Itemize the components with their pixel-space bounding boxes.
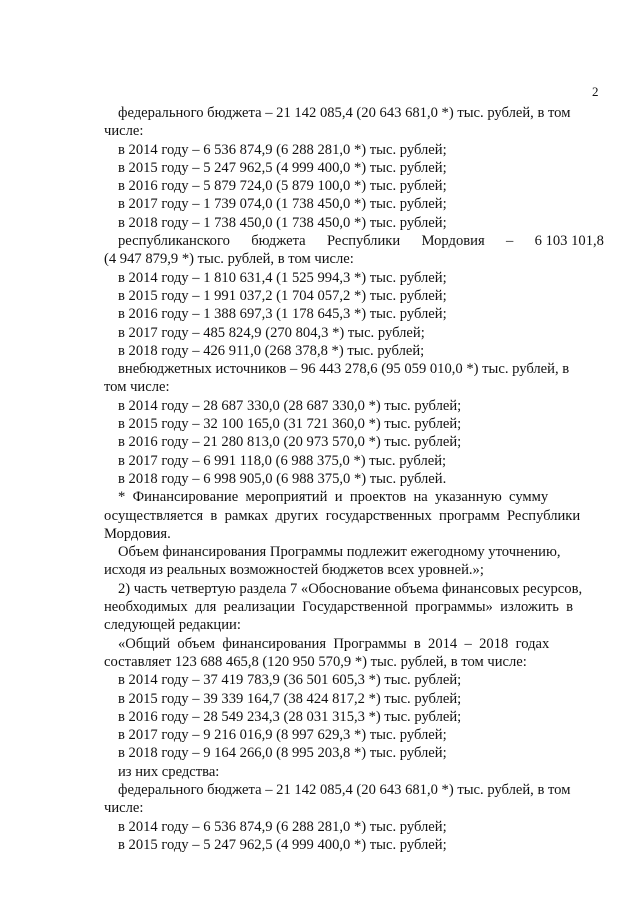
text-line: в 2015 году – 32 100 165,0 (31 721 360,0 *) тыс. рублей; — [118, 416, 462, 433]
text-line: в 2014 году – 6 536 874,9 (6 288 281,0 *) тыс. рублей; — [118, 141, 447, 158]
text-line: в 2016 году – 21 280 813,0 (20 973 570,0 *) тыс. рублей; — [118, 434, 462, 451]
word: – — [506, 233, 514, 250]
text-line: «Общий объем финансирования Программы в 2014 – 2018 годах — [118, 635, 550, 652]
word: республиканского — [118, 233, 230, 250]
text-line: в 2015 году – 5 247 962,5 (4 999 400,0 *) тыс. рублей; — [118, 836, 447, 853]
text-line: в 2016 году – 1 388 697,3 (1 178 645,3 *) тыс. рублей; — [118, 306, 447, 323]
word: Республики — [326, 233, 401, 250]
text-line: в 2017 году – 9 216 016,9 (8 997 629,3 *) тыс. рублей; — [118, 727, 447, 744]
text-line: Мордовия. — [104, 525, 171, 542]
text-line: * Финансирование мероприятий и проектов на указанную сумму — [118, 489, 549, 506]
text-line: в 2017 году – 1 739 074,0 (1 738 450,0 *) тыс. рублей; — [118, 196, 447, 213]
text-line: в 2017 году – 485 824,9 (270 804,3 *) тыс. рублей; — [118, 324, 425, 341]
text-line: в 2018 году – 1 738 450,0 (1 738 450,0 *) тыс. рублей; — [118, 214, 447, 231]
word: бюджета — [251, 233, 306, 250]
page-number: 2 — [592, 84, 599, 99]
text-line: в 2015 году – 5 247 962,5 (4 999 400,0 *) тыс. рублей; — [118, 159, 447, 176]
text-line: в 2016 году – 28 549 234,3 (28 031 315,3 *) тыс. рублей; — [118, 708, 462, 725]
text-line: осуществляется в рамках других государственных программ Республики — [104, 507, 581, 524]
text-line: в 2017 году – 6 991 118,0 (6 988 375,0 *) тыс. рублей; — [118, 452, 447, 469]
text-line: числе: — [104, 800, 144, 817]
word: 6 103 101,8 — [534, 233, 604, 250]
text-line: составляет 123 688 465,8 (120 950 570,9 *) тыс. рублей, в том числе: — [104, 653, 527, 670]
text-line: внебюджетных источников – 96 443 278,6 (95 059 010,0 *) тыс. рублей, в — [118, 361, 570, 378]
text-line: том числе: — [104, 379, 170, 396]
text-line: в 2018 году – 426 911,0 (268 378,8 *) тыс. рублей; — [118, 342, 425, 359]
text-line: необходимых для реализации Государственной программы» изложить в — [104, 599, 574, 616]
text-line: 2) часть четвертую раздела 7 «Обоснование объема финансовых ресурсов, — [118, 580, 583, 597]
document-body — [104, 104, 604, 854]
text-line: в 2014 году – 6 536 874,9 (6 288 281,0 *) тыс. рублей; — [118, 818, 447, 835]
text-line: федерального бюджета – 21 142 085,4 (20 643 681,0 *) тыс. рублей, в том — [118, 105, 571, 121]
text-line: в 2015 году – 39 339 164,7 (38 424 817,2 *) тыс. рублей; — [118, 690, 462, 707]
text-line: в 2014 году – 28 687 330,0 (28 687 330,0 *) тыс. рублей; — [118, 397, 462, 414]
text-line: в 2018 году – 6 998 905,0 (6 988 375,0 *) тыс. рублей. — [118, 470, 447, 487]
text-line: (4 947 879,9 *) тыс. рублей, в том числе: — [104, 251, 354, 268]
text-line: в 2015 году – 1 991 037,2 (1 704 057,2 *) тыс. рублей; — [118, 287, 447, 304]
text-line: в 2018 году – 9 164 266,0 (8 995 203,8 *) тыс. рублей; — [118, 745, 447, 762]
text-line: следующей редакции: — [104, 617, 241, 634]
text-line: Объем финансирования Программы подлежит ежегодному уточнению, — [118, 544, 561, 561]
text-line: в 2014 году – 37 419 783,9 (36 501 605,3 *) тыс. рублей; — [118, 672, 462, 689]
text-line: из них средства: — [118, 763, 220, 780]
text-line: числе: — [104, 123, 144, 140]
text-line: федерального бюджета – 21 142 085,4 (20 643 681,0 *) тыс. рублей, в том — [118, 781, 571, 798]
text-line: исходя из реальных возможностей бюджетов всех уровней.»; — [104, 562, 484, 579]
text-line: в 2014 году – 1 810 631,4 (1 525 994,3 *) тыс. рублей; — [118, 269, 447, 286]
text-line: в 2016 году – 5 879 724,0 (5 879 100,0 *) тыс. рублей; — [118, 178, 447, 195]
text-line-justified — [118, 232, 604, 250]
word: Мордовия — [421, 233, 485, 250]
